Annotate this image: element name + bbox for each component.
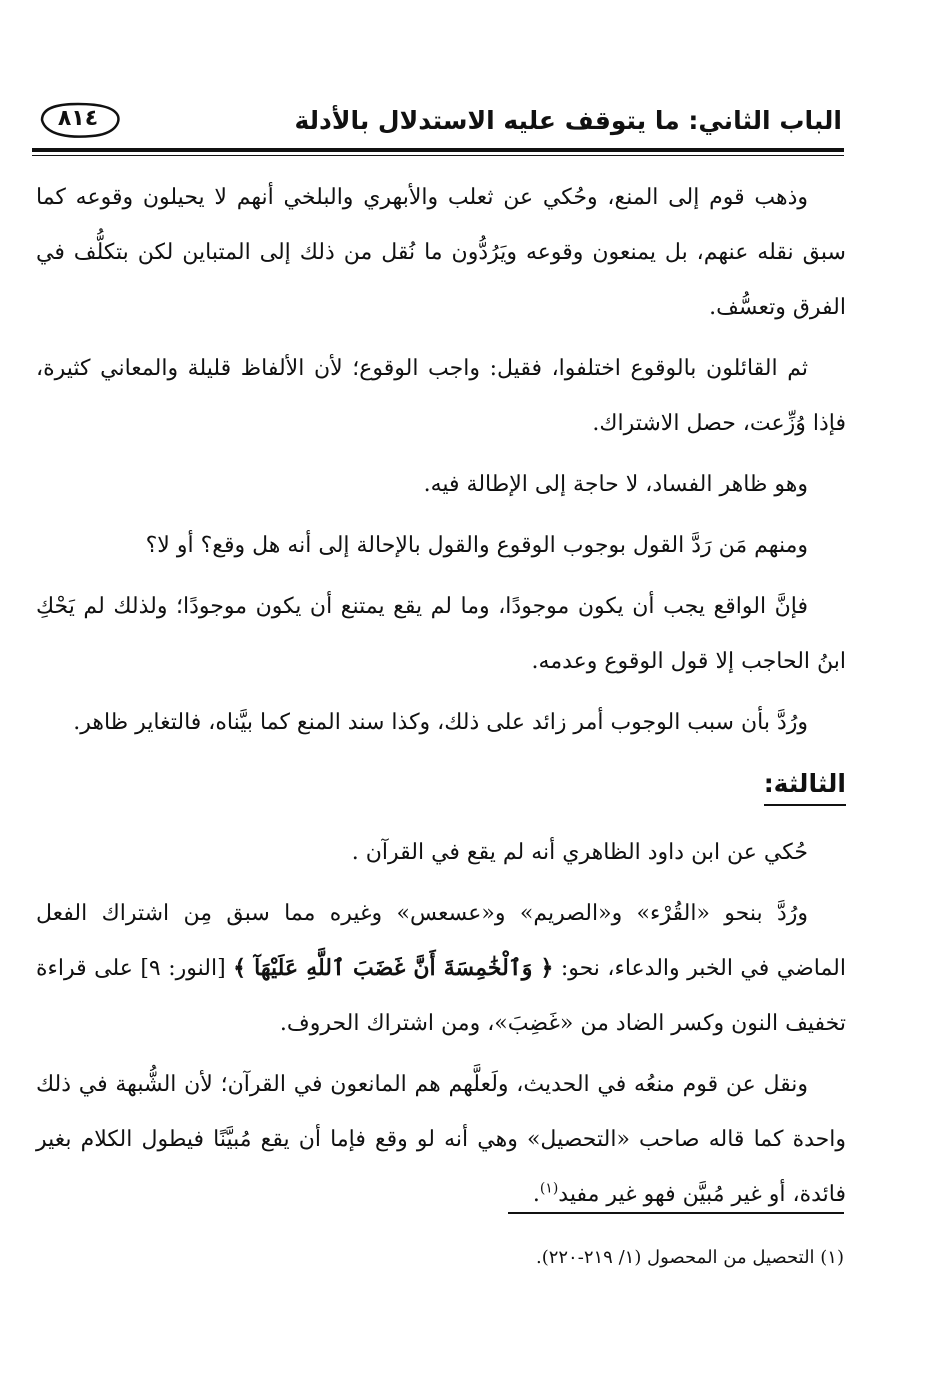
- paragraph: وهو ظاهر الفساد، لا حاجة إلى الإطالة فيه.: [423, 472, 808, 497]
- paragraph: وذهب قوم إلى المنع، وحُكي عن ثعلب والأبهري والبلخي أنهم لا يحيلون وقوعه كما سبق نقله عنهم، بل يمنعون وقوعه ويَرُدُّون ما نُقل من ذلك إلى المتباين لكن بتكلُّف في الفرق وتعسُّف.: [36, 185, 846, 320]
- paragraph-text: [النور: ٩] على قراءة تخفيف النون وكسر الضاد من «غَضِبَ»، ومن اشتراك الحروف.: [36, 956, 846, 1036]
- quran-verse: ﴿ وَٱلْخَٰمِسَةَ أَنَّ غَضَبَ ٱللَّهِ عَلَيْهَآ ﴾: [233, 955, 554, 981]
- page-number: ٨١٤: [57, 106, 99, 131]
- paragraph: فإنَّ الواقع يجب أن يكون موجودًا، وما لم يقع يمتنع أن يكون موجودًا؛ ولذلك لم يَحْكِ ابنُ الحاجب إلا قول الوقوع وعدمه.: [36, 594, 846, 674]
- main-text: [36, 170, 846, 1228]
- paragraph: ومنهم مَن رَدَّ القول بوجوب الوقوع والقول بالإحالة إلى أنه هل وقع؟ أو لا؟: [145, 533, 808, 558]
- chapter-title: الباب الثاني: ما يتوقف عليه الاستدلال بالأدلة: [294, 106, 842, 135]
- section-heading-text: الثالثة:: [764, 764, 846, 806]
- paragraph-text: ونقل عن قوم منعُه في الحديث، ولَعلَّهم هم المانعون في القرآن؛ لأن الشُّبهة في ذلك واحدة كما قاله صاحب «التحصيل» وهي أنه لو وقع فإما أن يقع مُبيَّنًا فيطول الكلام بغير فائدة، أو غير مُبيَّن فهو غير مفيد: [36, 1072, 846, 1207]
- header-rule-thick: [32, 148, 844, 152]
- paragraph-with-footnote-ref: [36, 1057, 846, 1222]
- paragraph: حُكي عن ابن داود الظاهري أنه لم يقع في القرآن .: [351, 840, 808, 865]
- header-rule-thin: [32, 155, 844, 156]
- paragraph-end: .: [532, 1182, 540, 1207]
- footnote: (١) التحصيل من المحصول (١/ ٢١٩-٢٢٠).: [535, 1247, 844, 1268]
- footnote-reference[interactable]: (١): [539, 1180, 559, 1197]
- running-header: [32, 100, 842, 150]
- footnote-separator: [508, 1212, 844, 1214]
- paragraph: ورُدَّ بأن سبب الوجوب أمر زائد على ذلك، وكذا سند المنع كما بيَّناه، فالتغاير ظاهر.: [73, 710, 808, 735]
- section-heading: [36, 756, 846, 811]
- paragraph-text: ورُدَّ بنحو «القُرْء» و«الصريم» و«عسعس» وغيره مما سبق مِن اشتراك الفعل الماضي في الخبر والدعاء، نحو:: [36, 901, 846, 981]
- paragraph-with-quran-verse: [36, 886, 846, 1051]
- paragraph: ثم القائلون بالوقوع اختلفوا، فقيل: واجب الوقوع؛ لأن الألفاظ قليلة والمعاني كثيرة، فإذا وُزِّعت، حصل الاشتراك.: [36, 356, 846, 436]
- page-number-badge: [32, 100, 124, 140]
